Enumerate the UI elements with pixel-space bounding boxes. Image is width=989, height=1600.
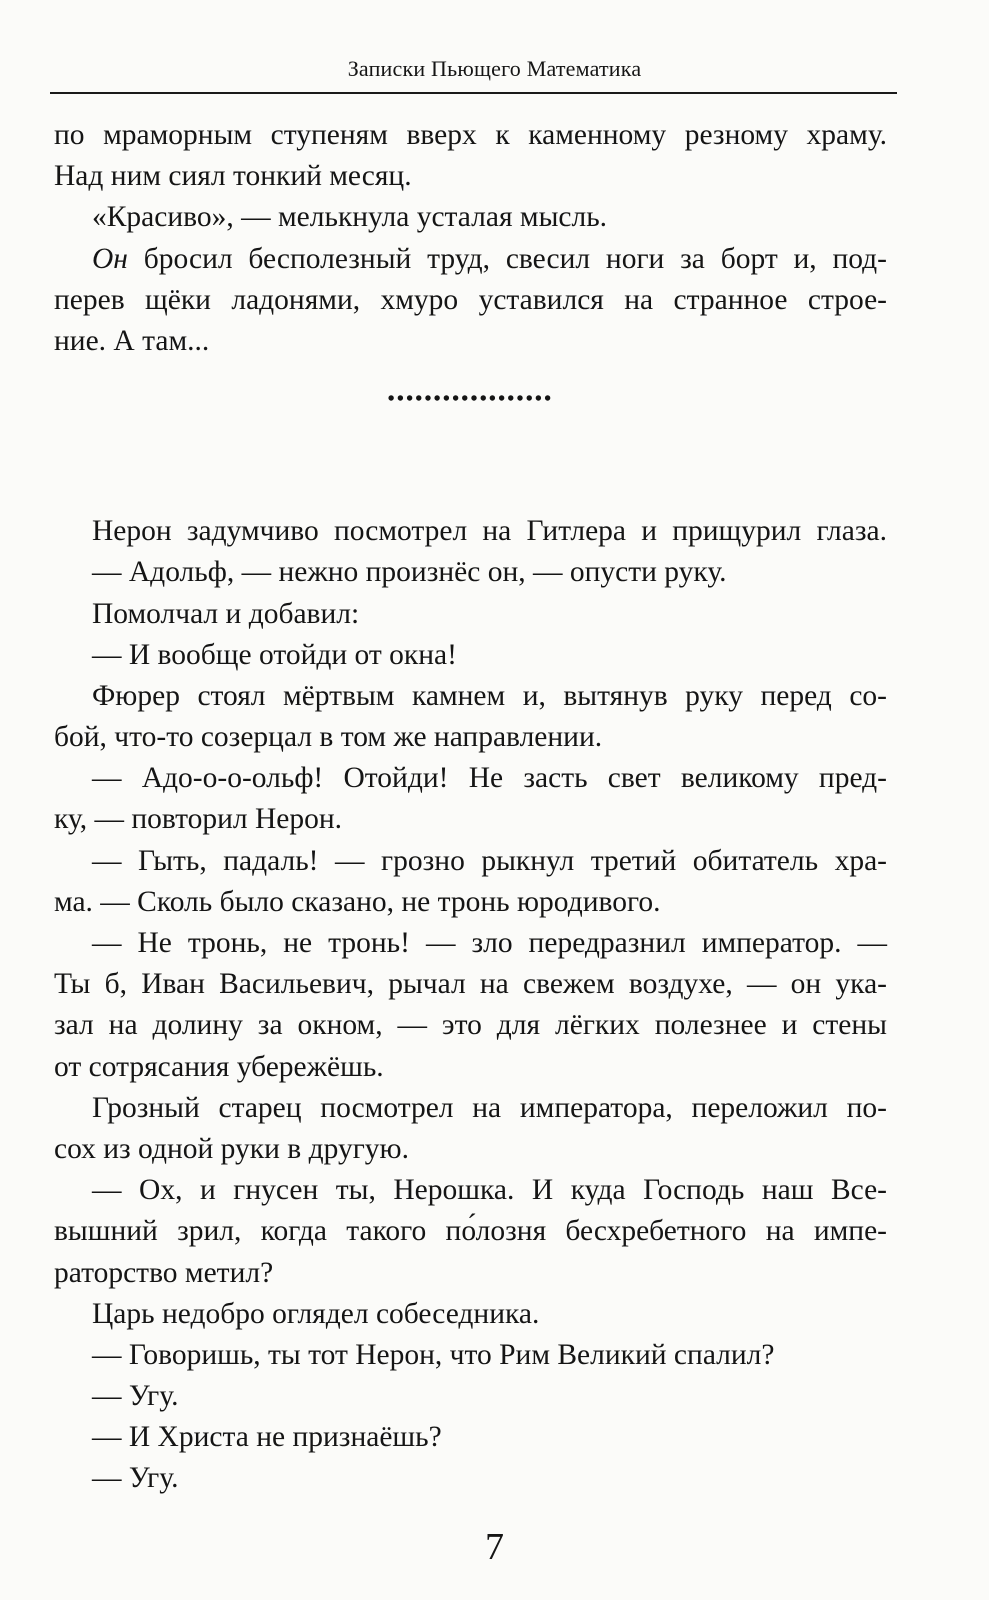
page-number: 7 — [485, 1526, 504, 1568]
text-line: — Угу. — [92, 1380, 179, 1413]
text-line: — Угу. — [92, 1462, 179, 1495]
text-line: перев щёки ладонями, хмуро уставился на странное строе- — [54, 283, 887, 316]
text-line: — Гыть, падаль! — грозно рыкнул третий обитатель хра- — [92, 844, 887, 877]
text-line — [54, 239, 887, 280]
running-header: Записки Пьющего Математика — [347, 56, 642, 81]
text-line: бой, что-то созерцал в том же направлении. — [54, 721, 603, 754]
header-rule — [50, 92, 897, 94]
text-line: Над ним сиял тонкий месяц. — [54, 160, 412, 193]
text-line: Фюрер стоял мёртвым камнем и, вытянув руку перед со- — [92, 679, 887, 712]
text-line: Помолчал и добавил: — [92, 597, 360, 630]
section-separator: •••••••••••••••••• — [387, 388, 554, 411]
text-line: по мраморным ступеням вверх к каменному резному храму. — [54, 119, 887, 151]
text-line: Царь недобро оглядел собеседника. — [92, 1297, 540, 1330]
text-line: сох из одной руки в другую. — [54, 1132, 409, 1165]
italic-word: Он — [92, 242, 128, 275]
text-line: от сотрясания убережёшь. — [54, 1050, 384, 1083]
text-line: ма. — Сколь было сказано, не тронь юродивого. — [54, 885, 661, 918]
text-line: ние. А там... — [54, 324, 210, 357]
text-line: «Красиво», — мелькнула усталая мысль. — [92, 201, 608, 234]
text-line: — И вообще отойди от окна! — [92, 638, 457, 671]
text-line: Нерон задумчиво посмотрел на Гитлера и прищурил глаза. — [92, 515, 887, 548]
text-line: раторство метил? — [54, 1256, 274, 1289]
text-line: ку, — повторил Нерон. — [54, 803, 343, 836]
spacer — [54, 444, 887, 511]
page-body — [54, 115, 887, 1500]
text-line: — Адольф, — нежно произнёс он, — опусти руку. — [92, 556, 727, 589]
text-line: — И Христа не признаёшь? — [92, 1421, 442, 1454]
text-fragment: бросил бесполезный труд, свесил ноги за борт и, под- — [143, 242, 888, 275]
text-line: — Адо-о-о-ольф! Отойди! Не засть свет великому пред- — [92, 762, 887, 795]
text-line: зал на долину за окном, — это для лёгких полезнее и стены — [54, 1009, 887, 1042]
text-line: — Говоришь, ты тот Нерон, что Рим Великий спалил? — [92, 1338, 775, 1371]
text-line: — Ох, и гнусен ты, Нерошка. И куда Господь наш Все- — [92, 1174, 887, 1207]
text-line: Ты б, Иван Васильевич, рычал на свежем воздухе, — он ука- — [54, 968, 887, 1001]
text-line: вышний зрил, когда такого по́лозня бесхребетного на импе- — [54, 1215, 887, 1248]
text-line: Грозный старец посмотрел на императора, переложил по- — [92, 1091, 887, 1124]
text-line: — Не тронь, не тронь! — зло передразнил император. — — [92, 927, 887, 959]
